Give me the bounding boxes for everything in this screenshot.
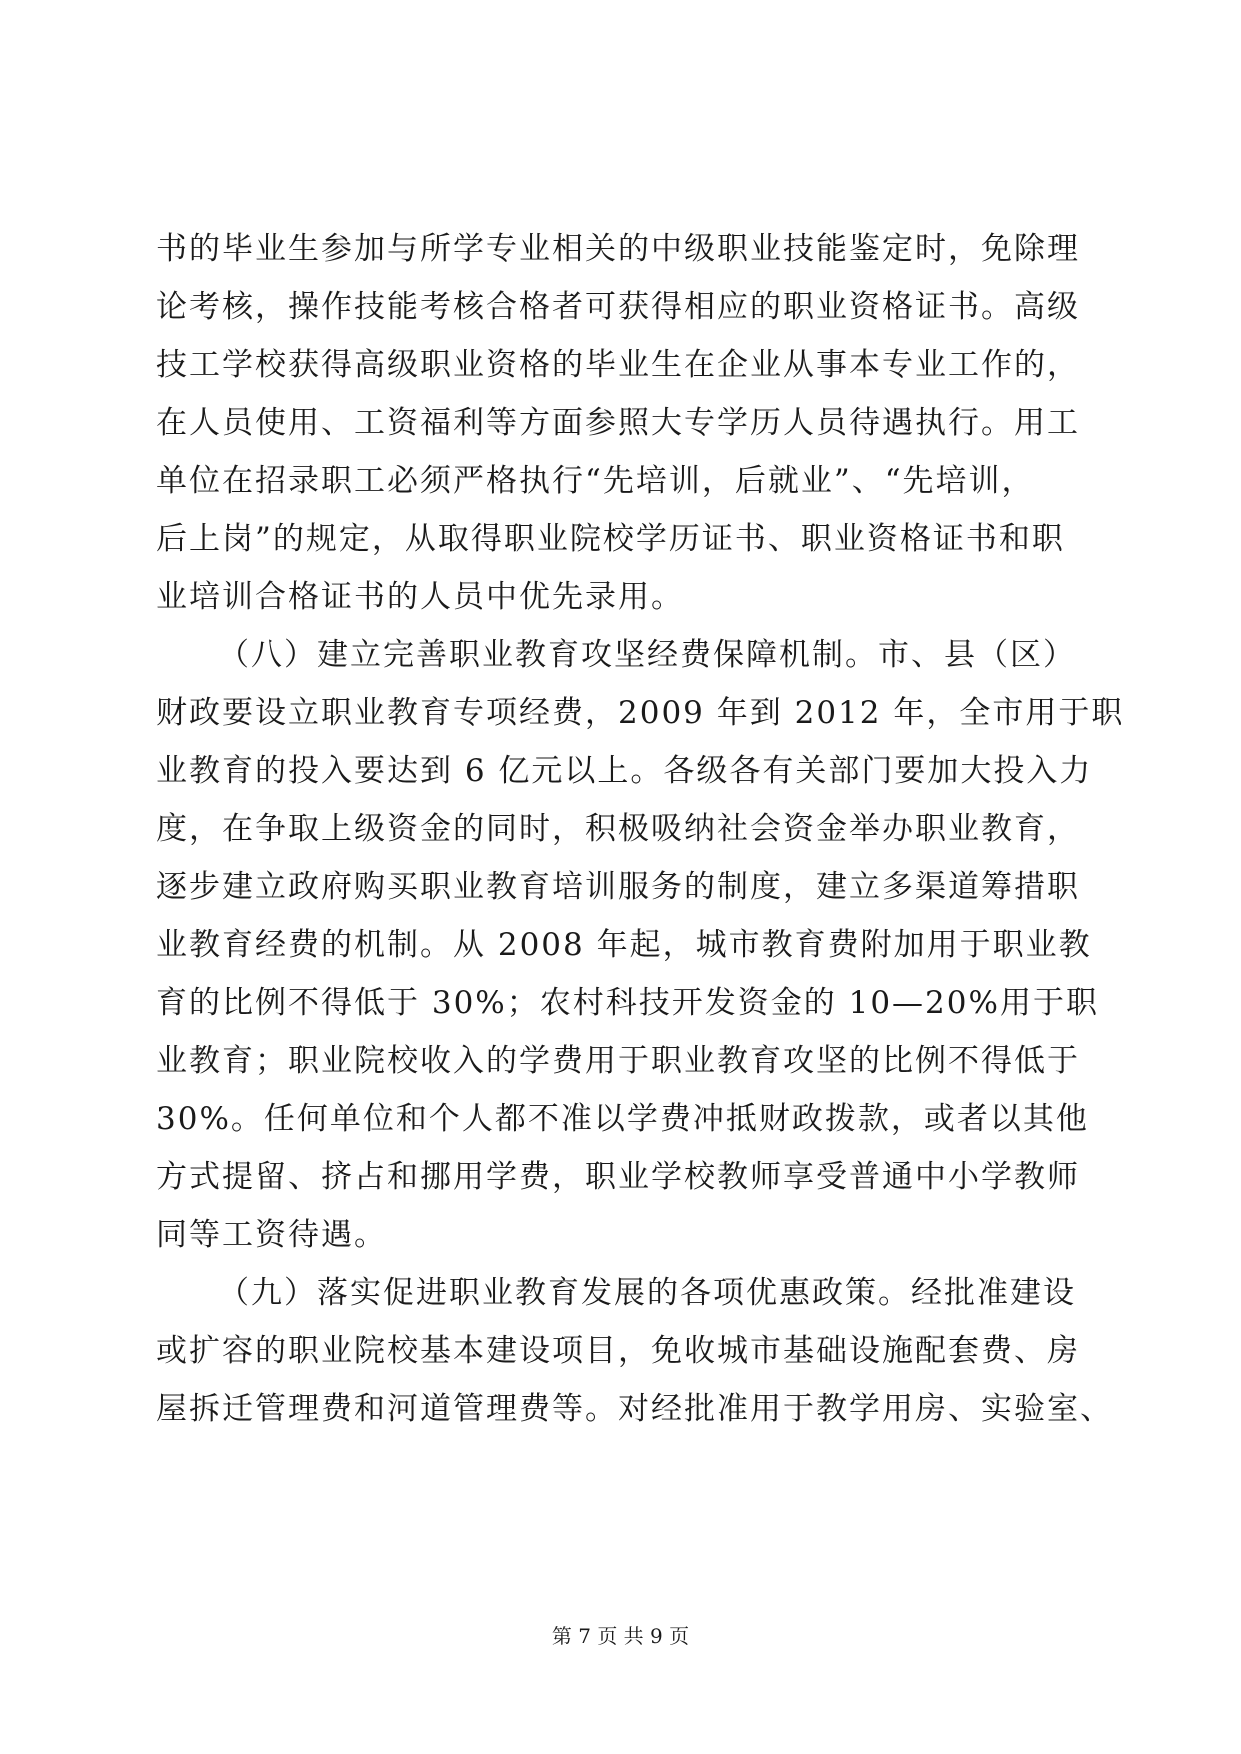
text-line: 30%。任何单位和个人都不准以学费冲抵财政拨款，或者以其他 bbox=[156, 1101, 1089, 1137]
text-line: 业教育经费的机制。从 2008 年起，城市教育费附加用于职业教 bbox=[156, 927, 1092, 963]
text-line: 在人员使用、工资福利等方面参照大专学历人员待遇执行。用工 bbox=[156, 405, 1080, 441]
text-line: 书的毕业生参加与所学专业相关的中级职业技能鉴定时，免除理 bbox=[156, 231, 1080, 267]
text-line: 业培训合格证书的人员中优先录用。 bbox=[156, 579, 684, 615]
text-line: 或扩容的职业院校基本建设项目，免收城市基础设施配套费、房 bbox=[156, 1333, 1080, 1369]
text-line: 单位在招录职工必须严格执行“先培训，后就业”、“先培训， bbox=[156, 463, 1035, 499]
text-line: 育的比例不得低于 30%；农村科技开发资金的 10—20%用于职 bbox=[156, 985, 1099, 1021]
text-line: 同等工资待遇。 bbox=[156, 1217, 387, 1253]
section-heading-line: （九）落实促进职业教育发展的各项优惠政策。经批准建设 bbox=[218, 1275, 1076, 1311]
text-line: 屋拆迁管理费和河道管理费等。对经批准用于教学用房、实验室、 bbox=[156, 1391, 1113, 1427]
document-body bbox=[156, 220, 1125, 1438]
text-line: 后上岗”的规定，从取得职业院校学历证书、职业资格证书和职 bbox=[156, 521, 1065, 557]
text-line: 业教育的投入要达到 6 亿元以上。各级各有关部门要加大投入力 bbox=[156, 753, 1093, 789]
text-line: 方式提留、挤占和挪用学费，职业学校教师享受普通中小学教师 bbox=[156, 1159, 1080, 1195]
page-number: 第 7 页 共 9 页 bbox=[551, 1624, 690, 1648]
text-line: 度，在争取上级资金的同时，积极吸纳社会资金举办职业教育， bbox=[156, 811, 1080, 847]
text-line: 业教育；职业院校收入的学费用于职业教育攻坚的比例不得低于 bbox=[156, 1043, 1080, 1079]
section-heading-line: （八）建立完善职业教育攻坚经费保障机制。市、县（区） bbox=[218, 637, 1076, 673]
text-line: 逐步建立政府购买职业教育培训服务的制度，建立多渠道筹措职 bbox=[156, 869, 1080, 905]
text-line: 论考核，操作技能考核合格者可获得相应的职业资格证书。高级 bbox=[156, 289, 1080, 325]
text-line: 财政要设立职业教育专项经费，2009 年到 2012 年，全市用于职 bbox=[156, 695, 1125, 731]
text-line: 技工学校获得高级职业资格的毕业生在企业从事本专业工作的， bbox=[156, 347, 1080, 383]
